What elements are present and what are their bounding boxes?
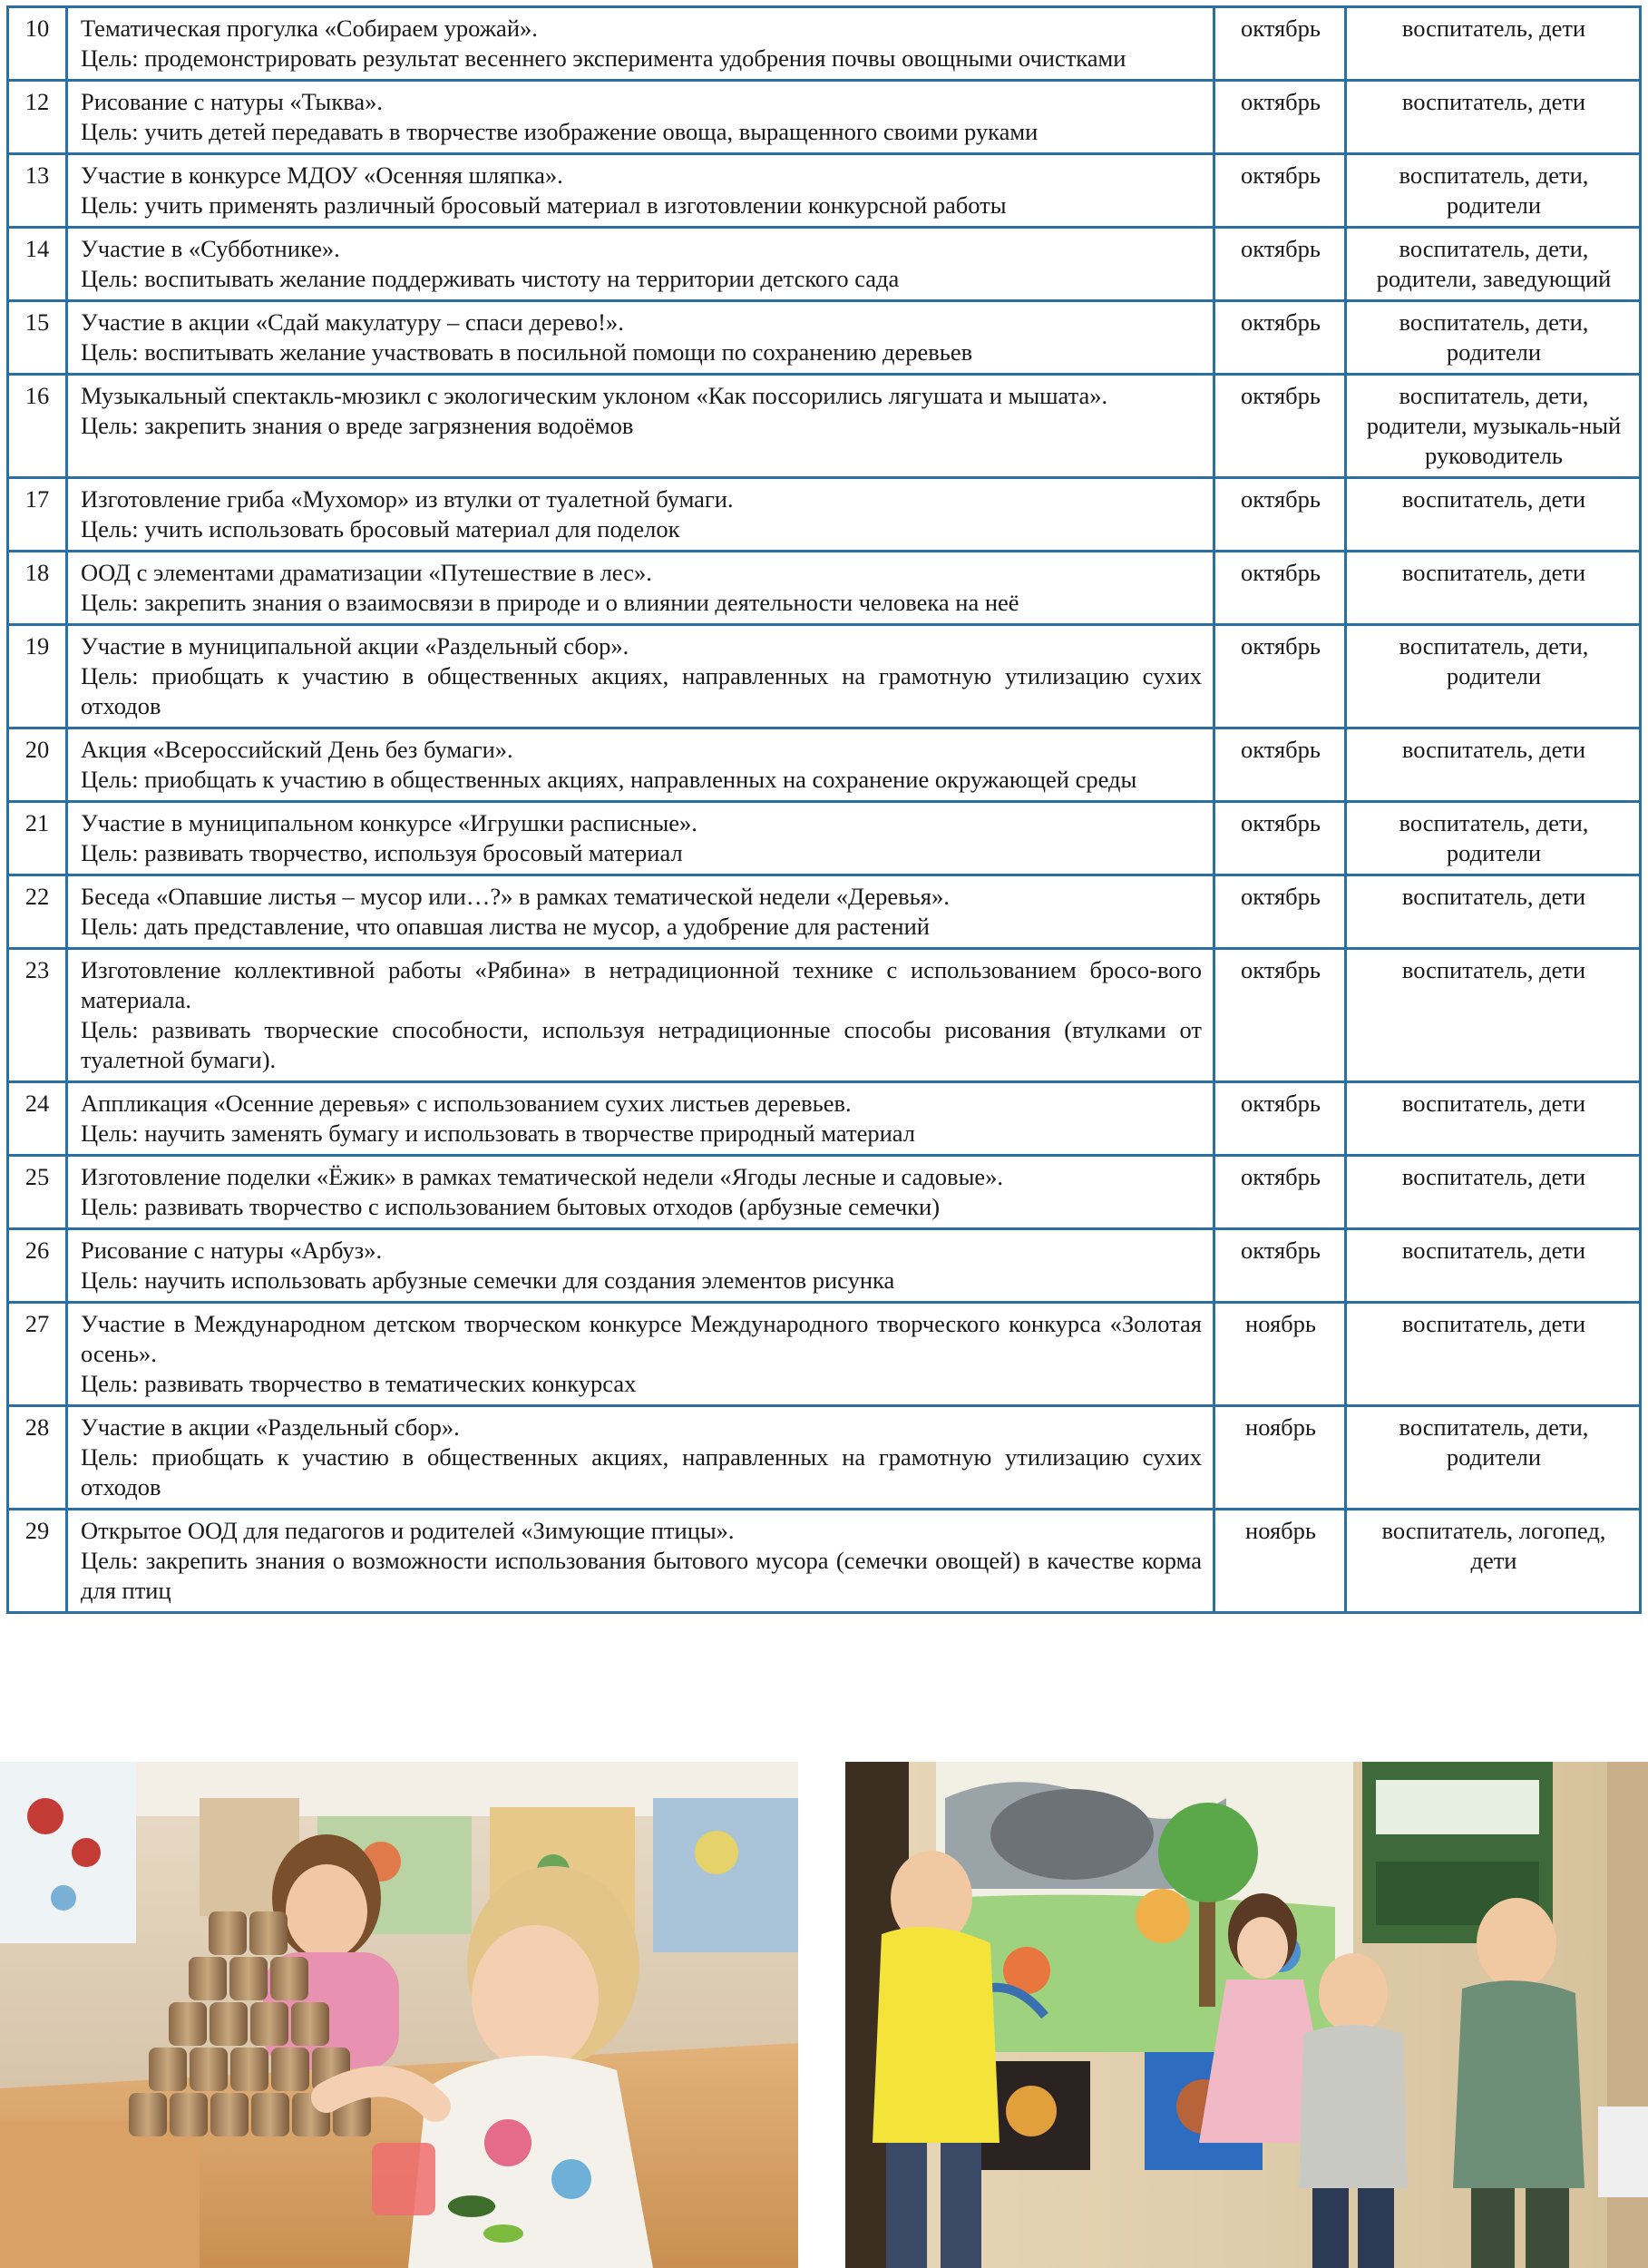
responsible-cell: воспитатель, дети [1346, 552, 1641, 625]
activity-title: ООД с элементами драматизации «Путешествие в лес». [81, 559, 652, 586]
activity-title: Участие в акции «Сдай макулатуру – спаси дерево!». [81, 308, 624, 336]
table-row [8, 1229, 1641, 1303]
table-row [8, 375, 1641, 478]
row-number: 14 [8, 228, 67, 301]
row-number: 17 [8, 478, 67, 552]
activity-goal: Цель: научить использовать арбузные семечки для создания элементов рисунка [81, 1266, 895, 1294]
responsible-cell: воспитатель, дети [1346, 81, 1641, 154]
row-number: 22 [8, 875, 67, 949]
activity-cell [67, 1406, 1214, 1510]
activity-goal: Цель: воспитывать желание поддерживать чистоту на территории детского сада [81, 265, 900, 292]
row-number: 18 [8, 552, 67, 625]
activity-title: Тематическая прогулка «Собираем урожай». [81, 15, 538, 42]
row-number: 19 [8, 625, 67, 728]
month-cell: октябрь [1214, 875, 1346, 949]
activity-title: Акция «Всероссийский День без бумаги». [81, 736, 513, 763]
table-row [8, 301, 1641, 375]
row-number: 21 [8, 802, 67, 875]
month-cell: ноябрь [1214, 1510, 1346, 1613]
activity-goal: Цель: учить использовать бросовый материал для поделок [81, 515, 680, 543]
month-cell: октябрь [1214, 7, 1346, 81]
activity-goal: Цель: приобщать к участию в общественных акциях, направленных на сохранение окружающей среды [81, 766, 1137, 793]
activity-goal: Цель: закрепить знания о взаимосвязи в природе и о влиянии деятельности человека на неё [81, 589, 1019, 616]
activity-goal: Цель: развивать творческие способности, используя нетрадиционные способы рисования (втулками от туалетной бумаги). [81, 1016, 1202, 1073]
row-number: 16 [8, 375, 67, 478]
month-cell: октябрь [1214, 1156, 1346, 1229]
month-cell: ноябрь [1214, 1303, 1346, 1406]
activity-goal: Цель: учить детей передавать в творчестве изображение овоща, выращенного своими руками [81, 118, 1039, 145]
month-cell: октябрь [1214, 154, 1346, 228]
activity-title: Аппликация «Осенние деревья» с использованием сухих листьев деревьев. [81, 1090, 852, 1117]
activity-title: Открытое ООД для педагогов и родителей «Зимующие птицы». [81, 1517, 735, 1544]
activity-title: Изготовление гриба «Мухомор» из втулки от туалетной бумаги. [81, 485, 734, 513]
activity-goal: Цель: научить заменять бумагу и использовать в творчестве природный материал [81, 1119, 915, 1147]
responsible-cell: воспитатель, дети, родители [1346, 301, 1641, 375]
activity-cell [67, 802, 1214, 875]
activity-cell [67, 1082, 1214, 1156]
row-number: 20 [8, 728, 67, 802]
month-cell: октябрь [1214, 1082, 1346, 1156]
table-row [8, 228, 1641, 301]
activity-cell [67, 375, 1214, 478]
activity-cell [67, 728, 1214, 802]
table-row [8, 728, 1641, 802]
month-cell: октябрь [1214, 301, 1346, 375]
activity-cell [67, 1229, 1214, 1303]
responsible-cell: воспитатель, дети, родители [1346, 625, 1641, 728]
row-number: 10 [8, 7, 67, 81]
responsible-cell: воспитатель, дети [1346, 7, 1641, 81]
activity-goal: Цель: дать представление, что опавшая листва не мусор, а удобрение для растений [81, 913, 930, 940]
activity-title: Рисование с натуры «Арбуз». [81, 1237, 383, 1264]
activity-cell [67, 228, 1214, 301]
activity-goal: Цель: развивать творчество, используя бросовый материал [81, 839, 683, 866]
responsible-cell: воспитатель, дети, родители [1346, 802, 1641, 875]
activity-table [6, 5, 1642, 1614]
row-number: 15 [8, 301, 67, 375]
table-row [8, 1510, 1641, 1613]
table-row [8, 1156, 1641, 1229]
responsible-cell: воспитатель, дети [1346, 1156, 1641, 1229]
activity-cell [67, 552, 1214, 625]
table-row [8, 802, 1641, 875]
responsible-cell: воспитатель, дети, родители, заведующий [1346, 228, 1641, 301]
month-cell: октябрь [1214, 81, 1346, 154]
activity-goal: Цель: приобщать к участию в общественных акциях, направленных на грамотную утилизацию сухих отходов [81, 662, 1202, 719]
table-row [8, 875, 1641, 949]
activity-title: Изготовление поделки «Ёжик» в рамках тематической недели «Ягоды лесные и садовые». [81, 1163, 1004, 1190]
table-row [8, 154, 1641, 228]
responsible-cell: воспитатель, дети, родители [1346, 1406, 1641, 1510]
photo-section [0, 1762, 1648, 2268]
responsible-cell: воспитатель, дети, родители [1346, 154, 1641, 228]
table-row [8, 7, 1641, 81]
activity-cell [67, 625, 1214, 728]
row-number: 27 [8, 1303, 67, 1406]
activity-cell [67, 1303, 1214, 1406]
activity-cell [67, 301, 1214, 375]
table-row [8, 949, 1641, 1082]
responsible-cell: воспитатель, логопед, дети [1346, 1510, 1641, 1613]
activity-cell [67, 1156, 1214, 1229]
photo-wall-drawings [845, 1762, 1648, 2268]
table-row [8, 81, 1641, 154]
photo-tube-tower [0, 1762, 798, 2268]
activity-title: Участие в муниципальном конкурсе «Игрушки расписные». [81, 809, 697, 836]
activity-table-body [8, 7, 1641, 1613]
month-cell: октябрь [1214, 375, 1346, 478]
activity-goal: Цель: развивать творчество в тематических конкурсах [81, 1370, 637, 1397]
row-number: 23 [8, 949, 67, 1082]
activity-goal: Цель: развивать творчество с использованием бытовых отходов (арбузные семечки) [81, 1193, 941, 1220]
activity-cell [67, 478, 1214, 552]
table-row [8, 478, 1641, 552]
row-number: 13 [8, 154, 67, 228]
responsible-cell: воспитатель, дети [1346, 728, 1641, 802]
table-row [8, 1406, 1641, 1510]
activity-title: Участие в акции «Раздельный сбор». [81, 1413, 460, 1441]
responsible-cell: воспитатель, дети [1346, 1303, 1641, 1406]
activity-title: Беседа «Опавшие листья – мусор или…?» в рамках тематической недели «Деревья». [81, 883, 950, 910]
activity-goal: Цель: продемонстрировать результат весеннего эксперимента удобрения почвы овощными очистками [81, 44, 1126, 72]
activity-goal: Цель: закрепить знания о вреде загрязнения водоёмов [81, 412, 634, 439]
table-row [8, 625, 1641, 728]
month-cell: октябрь [1214, 625, 1346, 728]
responsible-cell: воспитатель, дети [1346, 1082, 1641, 1156]
table-row [8, 1082, 1641, 1156]
row-number: 24 [8, 1082, 67, 1156]
responsible-cell: воспитатель, дети [1346, 478, 1641, 552]
activity-title: Рисование с натуры «Тыква». [81, 88, 384, 115]
month-cell: октябрь [1214, 478, 1346, 552]
activity-goal: Цель: воспитывать желание участвовать в посильной помощи по сохранению деревьев [81, 338, 973, 366]
activity-cell [67, 81, 1214, 154]
row-number: 12 [8, 81, 67, 154]
activity-title: Изготовление коллективной работы «Рябина» в нетрадиционной технике с использованием бросо-вого материала. [81, 956, 1202, 1013]
table-row [8, 1303, 1641, 1406]
activity-cell [67, 949, 1214, 1082]
activity-cell [67, 154, 1214, 228]
month-cell: октябрь [1214, 802, 1346, 875]
activity-goal: Цель: закрепить знания о возможности использования бытового мусора (семечки овощей) в качестве корма для птиц [81, 1547, 1202, 1604]
activity-cell [67, 1510, 1214, 1613]
month-cell: октябрь [1214, 728, 1346, 802]
activity-title: Участие в конкурсе МДОУ «Осенняя шляпка». [81, 161, 563, 189]
activity-goal: Цель: приобщать к участию в общественных акциях, направленных на грамотную утилизацию сухих отходов [81, 1443, 1202, 1501]
activity-title: Участие в Международном детском творческом конкурсе Международного творческого конкурса «Золотая осень». [81, 1310, 1202, 1367]
responsible-cell: воспитатель, дети [1346, 949, 1641, 1082]
month-cell: октябрь [1214, 552, 1346, 625]
row-number: 28 [8, 1406, 67, 1510]
responsible-cell: воспитатель, дети [1346, 875, 1641, 949]
responsible-cell: воспитатель, дети [1346, 1229, 1641, 1303]
activity-title: Участие в муниципальной акции «Раздельный сбор». [81, 632, 629, 660]
row-number: 26 [8, 1229, 67, 1303]
month-cell: октябрь [1214, 1229, 1346, 1303]
activity-table-container [6, 5, 1639, 1614]
activity-title: Музыкальный спектакль-мюзикл с экологическим уклоном «Как поссорились лягушата и мышата». [81, 382, 1108, 409]
activity-cell [67, 875, 1214, 949]
row-number: 25 [8, 1156, 67, 1229]
row-number: 29 [8, 1510, 67, 1613]
activity-goal: Цель: учить применять различный бросовый материал в изготовлении конкурсной работы [81, 191, 1007, 219]
activity-cell [67, 7, 1214, 81]
month-cell: октябрь [1214, 949, 1346, 1082]
table-row [8, 552, 1641, 625]
responsible-cell: воспитатель, дети, родители, музыкаль-ный руководитель [1346, 375, 1641, 478]
month-cell: октябрь [1214, 228, 1346, 301]
month-cell: ноябрь [1214, 1406, 1346, 1510]
activity-title: Участие в «Субботнике». [81, 235, 340, 262]
